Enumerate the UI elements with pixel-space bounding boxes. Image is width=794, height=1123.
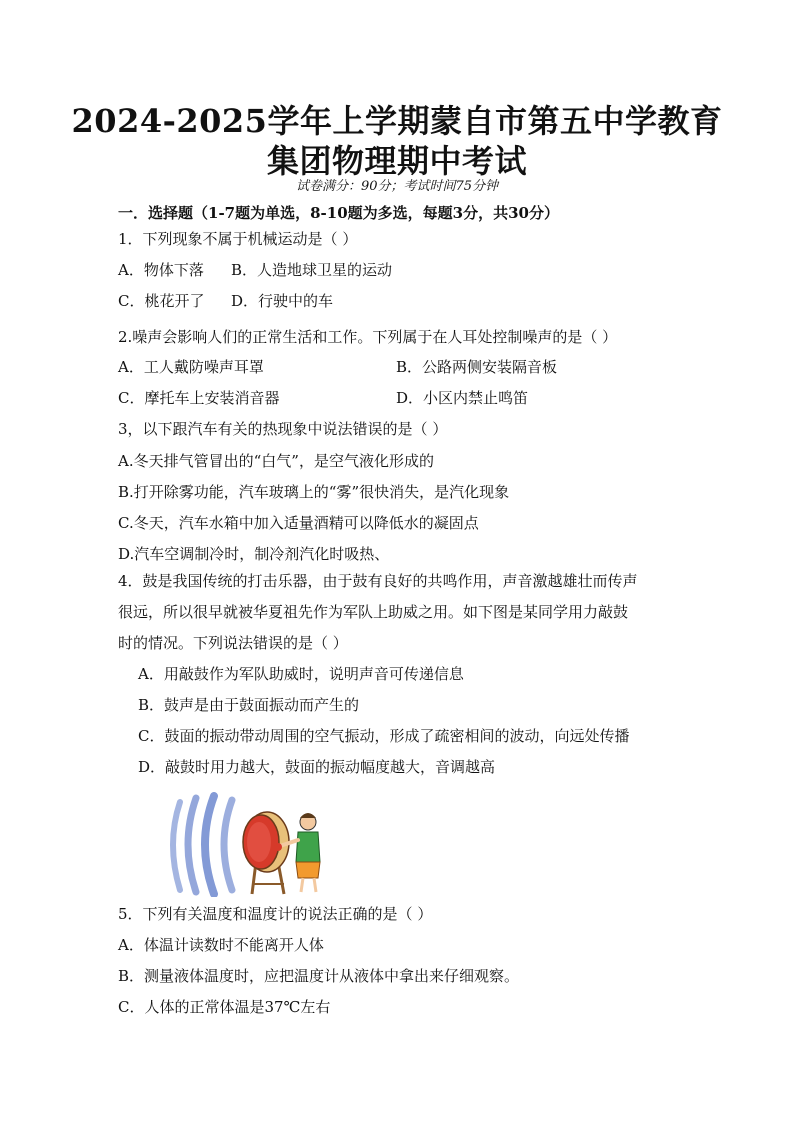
q5-option-b: B．测量液体温度时，应把温度计从液体中拿出来仔细观察。: [118, 967, 520, 985]
q4-option-b: B．鼓声是由于鼓面振动而产生的: [138, 696, 360, 714]
exam-title-line2: 集团物理期中考试: [266, 142, 527, 180]
q2-option-c: C．摩托车上安装消音器: [118, 389, 280, 407]
question-4-stem-line1: 4．鼓是我国传统的打击乐器，由于鼓有良好的共鸣作用，声音激越雄壮而传声: [118, 572, 638, 590]
exam-subtitle: 试卷满分：90分；考试时间75分钟: [295, 179, 499, 194]
q1-option-d: D．行驶中的车: [231, 292, 334, 310]
question-1-stem: 1．下列现象不属于机械运动是（ ）: [118, 230, 358, 248]
question-4-stem-line2: 很远，所以很早就被华夏祖先作为军队上助威之用。如下图是某同学用力敲鼓: [118, 603, 629, 621]
drum-illustration: [160, 792, 330, 897]
q1-option-c: C．桃花开了: [118, 292, 205, 310]
q4-option-a: A．用敲鼓作为军队助威时，说明声音可传递信息: [138, 665, 464, 683]
q3-option-d: D.汽车空调制冷时，制冷剂汽化时吸热、: [118, 545, 390, 563]
q4-option-c: C．鼓面的振动带动周围的空气振动，形成了疏密相间的波动，向远处传播: [138, 727, 630, 745]
q2-option-a: A．工人戴防噪声耳罩: [118, 358, 264, 376]
exam-title-line1: 2024-2025学年上学期蒙自市第五中学教育: [71, 102, 723, 140]
drum-icon: [243, 812, 289, 894]
q3-option-b: B.打开除雾功能，汽车玻璃上的“雾”很快消失，是汽化现象: [118, 483, 510, 501]
q1-option-a: A．物体下落: [118, 261, 204, 279]
q5-option-a: A．体温计读数时不能离开人体: [118, 936, 324, 954]
question-3-stem: 3，以下跟汽车有关的热现象中说法错误的是（ ）: [118, 420, 448, 438]
question-5-stem: 5．下列有关温度和温度计的说法正确的是（ ）: [118, 905, 433, 923]
q2-option-b: B．公路两侧安装隔音板: [396, 358, 558, 376]
q5-option-c: C．人体的正常体温是37℃左右: [118, 998, 331, 1016]
q3-option-a: A.冬天排气管冒出的“白气”，是空气液化形成的: [118, 452, 434, 470]
section-heading: 一．选择题（1-7题为单选，8-10题为多选，每题3分，共30分）: [118, 204, 559, 222]
q3-option-c: C.冬天，汽车水箱中加入适量酒精可以降低水的凝固点: [118, 514, 479, 532]
question-2-stem: 2.噪声会影响人们的正常生活和工作。下列属于在人耳处控制噪声的是（ ）: [118, 328, 618, 346]
q1-option-b: B．人造地球卫星的运动: [231, 261, 393, 279]
question-4-stem-line3: 时的情况。下列说法错误的是（ ）: [118, 634, 348, 652]
sound-wave-icon: [173, 796, 232, 894]
q4-option-d: D．敲鼓时用力越大，鼓面的振动幅度越大，音调越高: [138, 758, 496, 776]
q2-option-d: D．小区内禁止鸣笛: [396, 389, 529, 407]
